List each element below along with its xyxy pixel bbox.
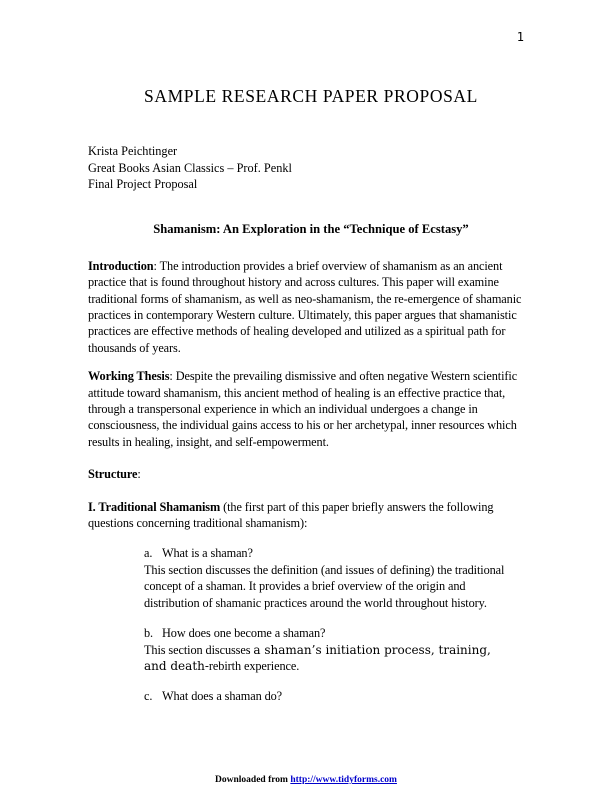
working-thesis-paragraph: [88, 368, 534, 450]
document-title: SAMPLE RESEARCH PAPER PROPOSAL: [144, 86, 478, 106]
author-block: [88, 143, 534, 193]
list-marker-a: a.: [144, 546, 153, 561]
list-item-c: [144, 688, 510, 704]
question-line: [144, 688, 510, 704]
list-marker-c: c.: [144, 689, 153, 704]
paper-title: Shamanism: An Exploration in the “Technique of Ecstasy”: [153, 221, 469, 236]
page-number: 1: [516, 30, 524, 44]
list-item-b: [144, 625, 510, 674]
introduction-paragraph: [88, 258, 534, 356]
description-b-times-text: a shaman’s initiation process, training, and death-: [144, 642, 491, 673]
outline-list: [144, 545, 510, 704]
footer-link[interactable]: http://www.tidyforms.com: [290, 775, 397, 785]
question-b: How does one become a shaman?: [162, 626, 326, 641]
list-item-a: [144, 545, 510, 611]
author-name: Krista Peichtinger: [88, 144, 178, 158]
section-1-intro: [88, 499, 534, 532]
question-line: [144, 545, 510, 561]
working-thesis-text: : Despite the prevailing dismissive and often negative Western scientific attitude toward shamanism, this ancient method of healing is an effective practice that, through a transpersonal experience in which an individual undergoes a change in consciousness, the individual gains access to his or her archetypal, inner resources which results in healing, insight, and self-empowerment.: [88, 369, 518, 449]
section-1-text: (the first part of this paper briefly answers the following questions concerning traditional shamanism):: [88, 499, 494, 531]
list-marker-b: b.: [144, 626, 154, 641]
question-a: What is a shaman?: [162, 546, 253, 561]
description-b-suffix: rebirth experience.: [208, 658, 300, 673]
section-1-label: I. Traditional Shamanism: [88, 499, 221, 514]
assignment-line: Final Project Proposal: [88, 177, 198, 192]
structure-colon: :: [137, 467, 141, 482]
structure-heading: [88, 466, 534, 482]
description-b-prefix: This section discusses: [144, 642, 254, 657]
description-b: [144, 642, 510, 675]
introduction-text: : The introduction provides a brief overview of shamanism as an ancient practice that is found throughout history and across cultures. This paper will examine traditional forms of shamanism, as well as neo-shamanism, the re-emergence of shamanic practices in contemporary Western culture. Ultimately, this paper argues that shamanistic practices are effective methods of healing developed and utilized as a spiritual path for thousands of years.: [88, 258, 522, 355]
footer-prefix-text: Downloaded from: [215, 775, 291, 785]
footer: [0, 775, 612, 785]
structure-label: Structure: [88, 467, 138, 482]
course-line: Great Books Asian Classics – Prof. Penkl: [88, 160, 292, 175]
question-c: What does a shaman do?: [162, 689, 283, 704]
working-thesis-label: Working Thesis: [88, 369, 170, 384]
description-a: This section discusses the definition (and issues of defining) the traditional concept of a shaman. It provides a brief overview of the origin and distribution of shamanic practices around the world throughout history.: [144, 562, 505, 610]
question-line: [144, 625, 510, 641]
introduction-label: Introduction: [88, 258, 154, 273]
